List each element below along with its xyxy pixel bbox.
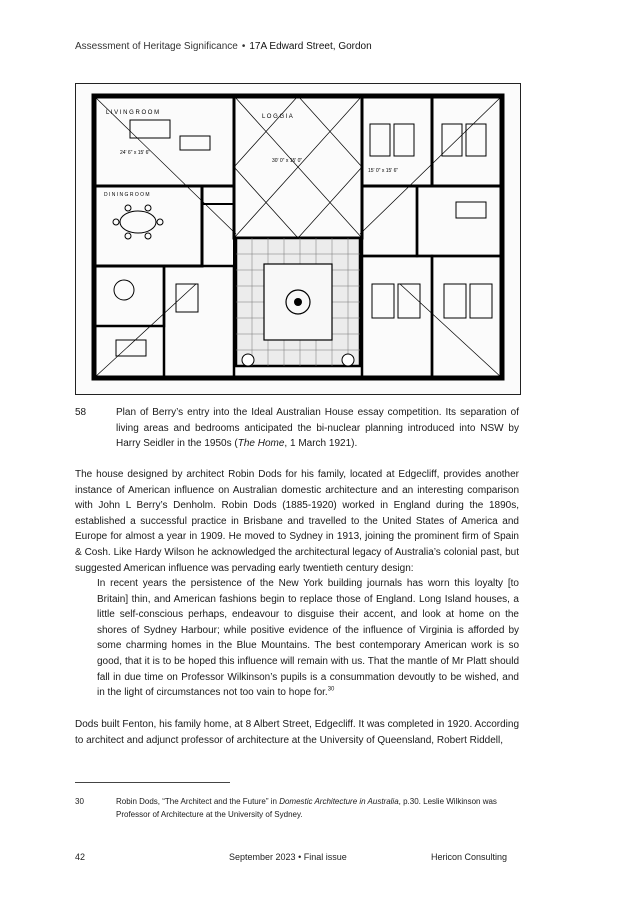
footnote-text [116,796,519,821]
footer-issue-label: Final issue [303,852,347,862]
plan-label-living-dims: 24' 6" x 15' 6" [120,150,151,156]
plan-label-dining: D I N I N G R O O M [104,192,150,198]
figure-caption-text [116,405,519,452]
page-number: 42 [75,852,86,862]
figure-number: 58 [75,407,87,418]
header-subtitle: 17A Edward Street, Gordon [249,41,372,52]
footnote-divider [75,782,230,783]
body-paragraph-1: The house designed by architect Robin Dods for his family, located at Edgecliff, provides another instance of American influence on Australian domestic architecture and an interesting comparison with John L Berry’s Denholm. Robin Dods (1885-1920) worked in England during the 1890s, established a successful practice in Brisbane and travelled to the United States of America and Europe for almost a year in 1909. He moved to Sydney in 1913, joining the prominent firm of Spain & Cosh. Like Hardy Wilson he acknowledged the architectural legacy of Australia’s colonial past, but suggested American influence was pervading early twentieth century design: [75,469,519,574]
footer-issue [229,852,347,862]
figure-caption [75,405,519,452]
footnote-text-post: , p.30. Leslie Wilkinson was Professor of Architecture at the University of Sydney. [116,797,497,819]
caption-text-post: , 1 March 1921). [284,438,358,449]
body-paragraph-2: Dods built Fenton, his family home, at 8 Albert Street, Edgecliff. It was completed in 1920. According to architect and adjunct professor of architecture at the University of Queensland, Robert Riddell, [75,719,519,746]
plan-label-loggia-dims: 30' 0" x 15' 0" [272,158,303,164]
running-header [75,41,372,52]
header-title: Assessment of Heritage Significance [75,41,238,52]
footnote-ref: 30 [327,686,335,693]
footnote [75,796,519,821]
header-separator: • [241,41,246,52]
floor-plan-figure [75,83,521,395]
plan-label-bed-dims: 15' 0" x 15' 6" [368,168,399,174]
footer-company: Hericon Consulting [431,852,508,862]
caption-publication: The Home [237,438,285,449]
floor-plan-drawing [76,84,520,394]
footnote-number: 30 [75,797,84,806]
plan-label-loggia: L O G G I A [262,114,293,120]
footnote-publication: Domestic Architecture in Australia [279,797,399,806]
block-quote-text: In recent years the persistence of the New York building journals has worn this loyalty [to Britain] thin, and American fashions begin to replace those of England. Long Island houses, a little self-conscious perhaps, endeavour to disguise their accent, and look at home on the shores of Sydney Harbour; while positive evidence of the influence of Virginia is afforded by some charming homes in the Blue Mountains. The best contemporary American work is so good, that it is to be hoped this influence will remain with us. That the mantle of Mr Platt should fall in due time on Professor Wilkinson’s pupils is a consummation devoutly to be wished, and in the light of circumstances not too vain to hope for. [97,578,519,699]
footer-separator: • [298,852,302,862]
caption-text-pre: Plan of Berry’s entry into the Ideal Australian House essay competition. Its separation of living areas and bedrooms anticipated the bi-nuclear planning introduced into NSW by Harry Seidler in the 1950s ( [116,407,519,449]
block-quote [97,576,519,701]
plan-label-living: L I V I N G R O O M [106,110,160,116]
footnote-text-pre: Robin Dods, “The Architect and the Future” in [116,797,280,806]
footer-date: September 2023 [229,852,296,862]
